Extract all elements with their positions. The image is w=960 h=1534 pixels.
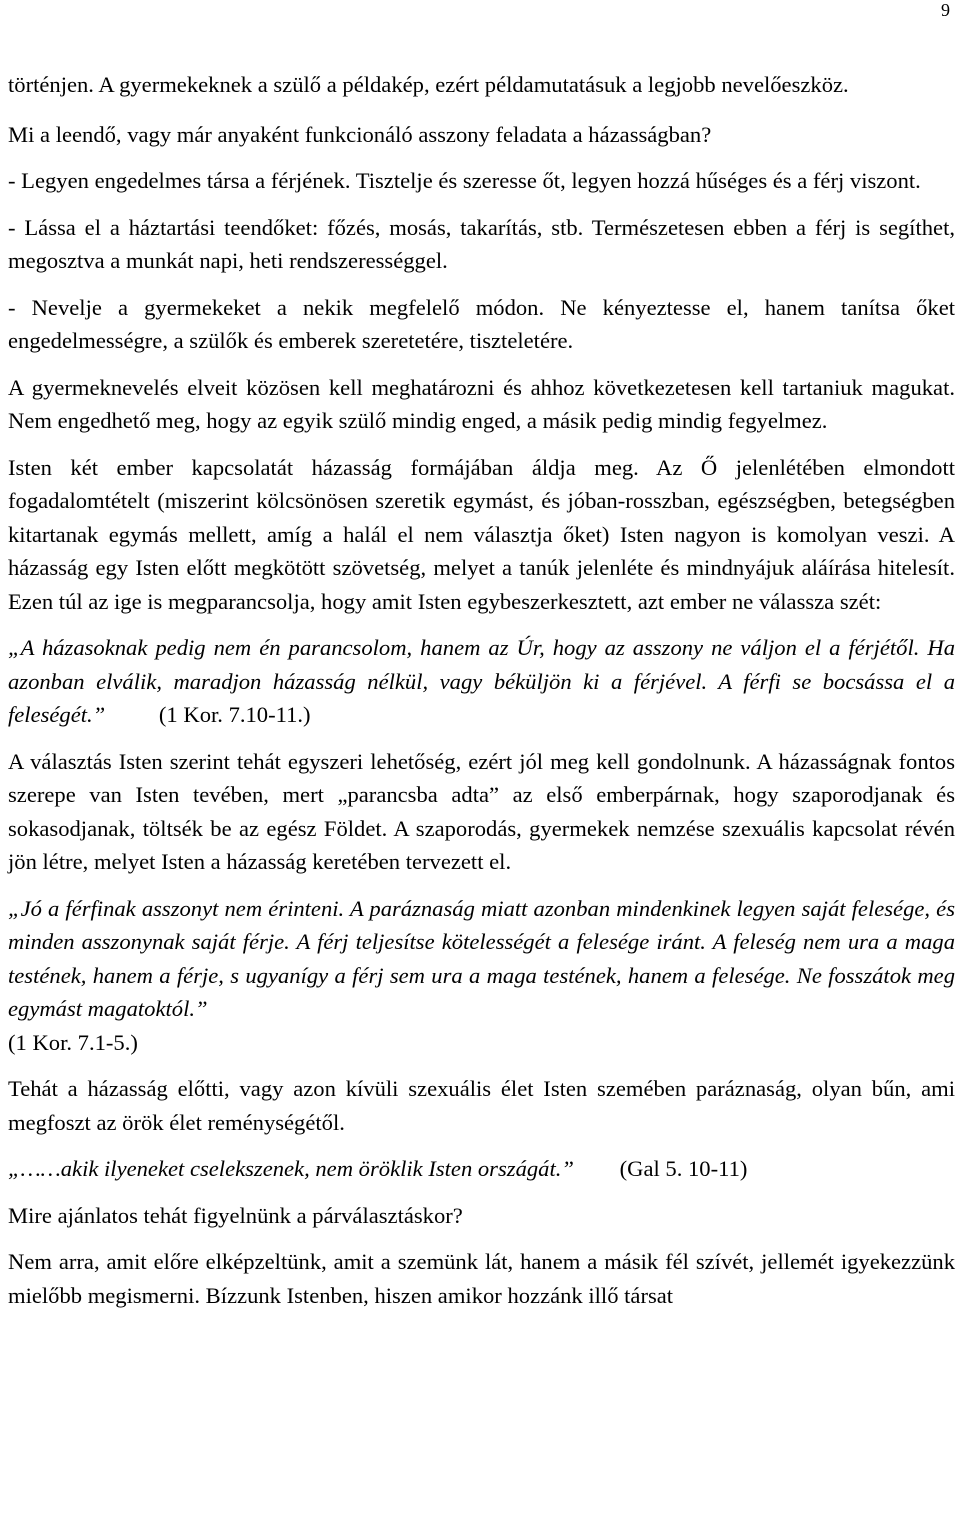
- paragraph-raise-children: - Nevelje a gyermekeket a nekik megfelelő módon. Ne kényeztesse el, hanem tanítsa őket engedelmességre, a szülők és emberek szeretetére, tiszteletére.: [8, 294, 955, 353]
- bible-quote-1-citation: (1 Kor. 7.10-11.): [158, 702, 311, 727]
- bible-quote-1: [8, 631, 955, 732]
- paragraph-obedient: - Legyen engedelmes társa a férjének. Tisztelje és szeresse őt, legyen hozzá hűséges és a férj viszont.: [8, 168, 921, 193]
- bible-quote-3-text: „……akik ilyeneket cselekszenek, nem öröklik Isten országát.”: [8, 1156, 574, 1181]
- paragraph-question-wife: Mi a leendő, vagy már anyaként funkcionáló asszony feladata a házasságban?: [8, 121, 712, 147]
- bible-quote-3: [8, 1152, 955, 1186]
- bible-quote-1-text: „A házasoknak pedig nem én parancsolom, hanem az Úr, hogy az asszony ne váljon el a férjétől. Ha azonban elválik, maradjon házasság nélkül, vagy béküljön ki a férjével. A férfi se bocsássa el a feleségét.”: [8, 635, 955, 727]
- paragraph-covenant: Isten két ember kapcsolatát házasság formájában áldja meg. Az Ő jelenlétében elmondott fogadalomtételt (miszerint kölcsönösen szeretik egymást, és jóban-rosszban, egészségben, betegségben kitartanak egymás mellett, amíg a halál el nem választja őket) Isten nagyon is komolyan veszi. A házasság egy Isten előtt megkötött szövetség, melyet a tanúk jelenléte és mindnyájuk aláírása hitelesít. Ezen túl az ige is megparancsolja, hogy amit Isten egybeszerkesztett, azt ember ne válassza szét:: [8, 454, 955, 614]
- paragraph-choice: A választás Isten szerint tehát egyszeri lehetőség, ezért jól meg kell gondolnunk. A házasságnak fontos szerepe van Isten tevében, mert „parancsba adta” az első emberpárnak, hogy szaporodjanak és sokasodjanak, töltsék be az egész Földet. A szaporodás, gyermekek nemzése szexuális kapcsolat révén jön létre, melyet Isten a házasság keretében tervezett el.: [8, 748, 955, 874]
- paragraph-fornication: Tehát a házasság előtti, vagy azon kívüli szexuális élet Isten szemében paráznaság, olyan bűn, ami megfoszt az örök élet reménységétől.: [8, 1076, 955, 1135]
- bible-quote-2: [8, 892, 955, 1060]
- bible-quote-2-citation: (1 Kor. 7.1-5.): [8, 1029, 138, 1055]
- bible-quote-2-text: „Jó a férfinak asszonyt nem érinteni. A paráznaság miatt azonban mindenkinek legyen saját felesége, és minden asszonynak saját férje. A férj teljesítse kötelességét a felesége iránt. A feleség nem ura a maga testének, hanem a férje, s ugyanígy a férj sem ura a maga testének, hanem a felesége. Ne fosszátok meg egymást magatoktól.”: [8, 895, 955, 1021]
- page-number: 9: [941, 0, 950, 20]
- paragraph-parenting-principles: A gyermeknevelés elveit közösen kell meghatározni és ahhoz következetesen kell tartaniuk magukat. Nem engedhető meg, hogy az egyik szülő mindig enged, a másik pedig mindig fegyelmez.: [8, 374, 955, 433]
- paragraph-intro: történjen. A gyermekeknek a szülő a példakép, ezért példamutatásuk a legjobb nevelőeszköz.: [8, 72, 849, 97]
- paragraph-household: - Lássa el a háztartási teendőket: főzés, mosás, takarítás, stb. Természetesen ebben a férj is segíthet, megosztva a munkát napi, heti rendszerességgel.: [8, 214, 955, 273]
- paragraph-question-partner: Mire ajánlatos tehát figyelnünk a párválasztáskor?: [8, 1202, 463, 1228]
- page-body: [8, 68, 955, 1325]
- paragraph-closing: Nem arra, amit előre elképzeltünk, amit a szemünk lát, hanem a másik fél szívét, jellemét igyekezzünk mielőbb megismerni. Bízzunk Istenben, hiszen amikor hozzánk illő társat: [8, 1249, 955, 1308]
- bible-quote-3-citation: (Gal 5. 10-11): [619, 1156, 748, 1181]
